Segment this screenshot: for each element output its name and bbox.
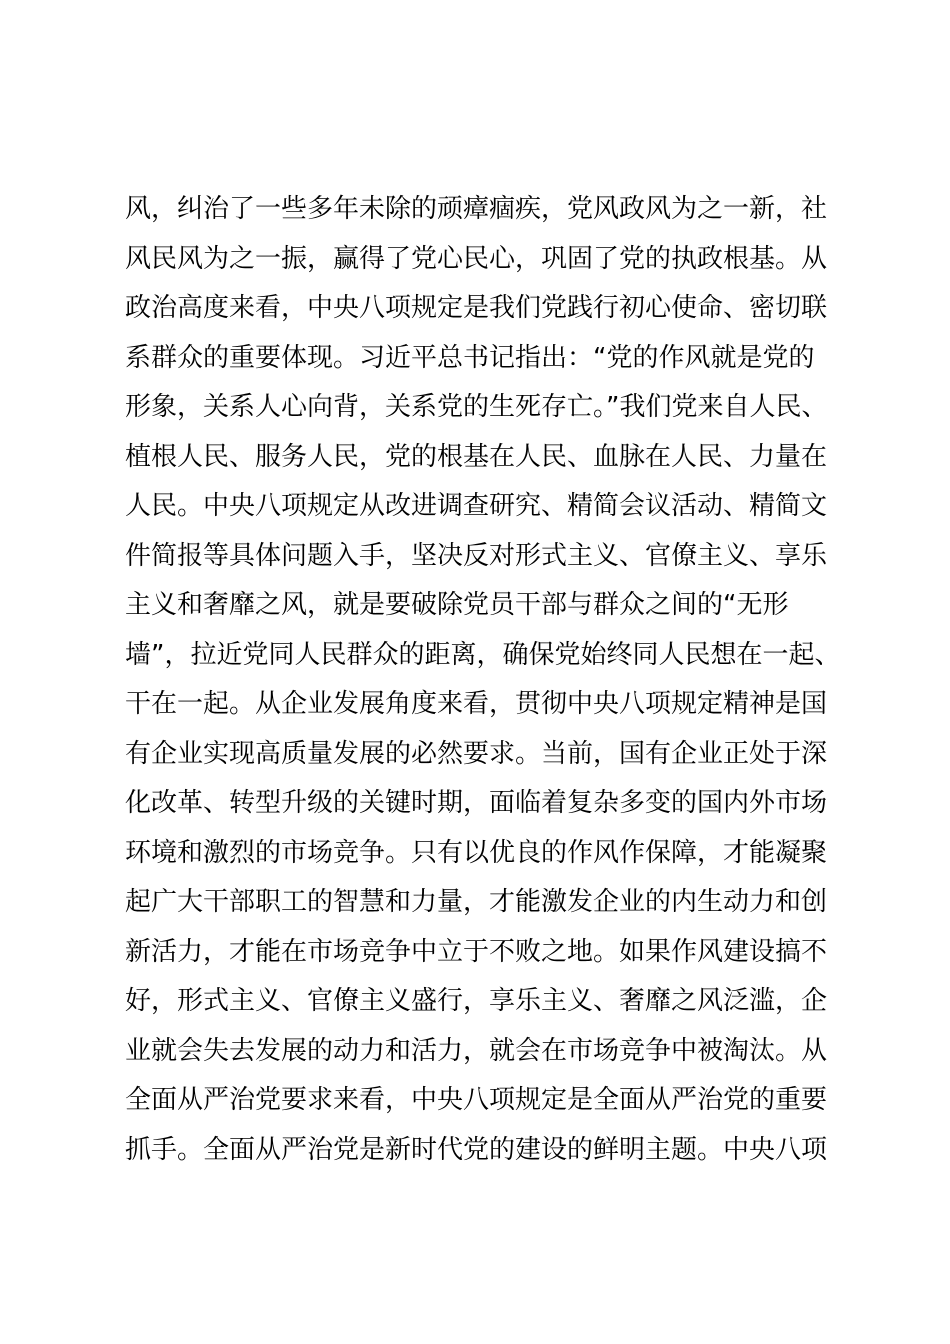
- text-line: 全面从严治党要求来看，中央八项规定是全面从严治党的重要: [125, 1085, 828, 1115]
- text-line: 人民。中央八项规定从改进调查研究、精简会议活动、精简文: [125, 491, 828, 521]
- text-line: 新活力，才能在市场竞争中立于不败之地。如果作风建设搞不: [125, 936, 828, 967]
- text-line: 风，纠治了一些多年未除的顽瘴痼疾，党风政风为之一新，社: [125, 194, 828, 224]
- text-line: 环境和激烈的市场竞争。只有以优良的作风作保障，才能凝聚: [125, 837, 828, 868]
- text-line: 起广大干部职工的智慧和力量，才能激发企业的内生动力和创: [125, 887, 828, 917]
- text-line: 风民风为之一振，赢得了党心民心，巩固了党的执政根基。从: [125, 243, 828, 274]
- text-line: 件简报等具体问题入手，坚决反对形式主义、官僚主义、享乐: [125, 540, 828, 571]
- text-line: 抓手。全面从严治党是新时代党的建设的鲜明主题。中央八项: [125, 1134, 828, 1165]
- text-line: 化改革、转型升级的关键时期，面临着复杂多变的国内外市场: [125, 788, 828, 818]
- text-line: 政治高度来看，中央八项规定是我们党践行初心使命、密切联: [125, 293, 828, 323]
- text-line: 业就会失去发展的动力和活力，就会在市场竞争中被淘汰。从: [125, 1035, 828, 1066]
- text-line: 有企业实现高质量发展的必然要求。当前，国有企业正处于深: [125, 738, 828, 769]
- text-line: 系群众的重要体现。习近平总书记指出：“党的作风就是党的: [125, 342, 815, 373]
- body-text: [125, 185, 845, 1175]
- text-line: 干在一起。从企业发展角度来看，贯彻中央八项规定精神是国: [125, 689, 828, 719]
- text-line: 主义和奢靡之风，就是要破除党员干部与群众之间的“无形: [125, 590, 789, 620]
- text-line: 墙”，拉近党同人民群众的距离，确保党始终同人民想在一起、: [125, 639, 841, 670]
- text-line: 形象，关系人心向背，关系党的生死存亡。”我们党来自人民、: [125, 392, 828, 422]
- text-line: 好，形式主义、官僚主义盛行，享乐主义、奢靡之风泛滥，企: [125, 986, 828, 1016]
- text-line: 植根人民、服务人民，党的根基在人民、血脉在人民、力量在: [125, 441, 828, 472]
